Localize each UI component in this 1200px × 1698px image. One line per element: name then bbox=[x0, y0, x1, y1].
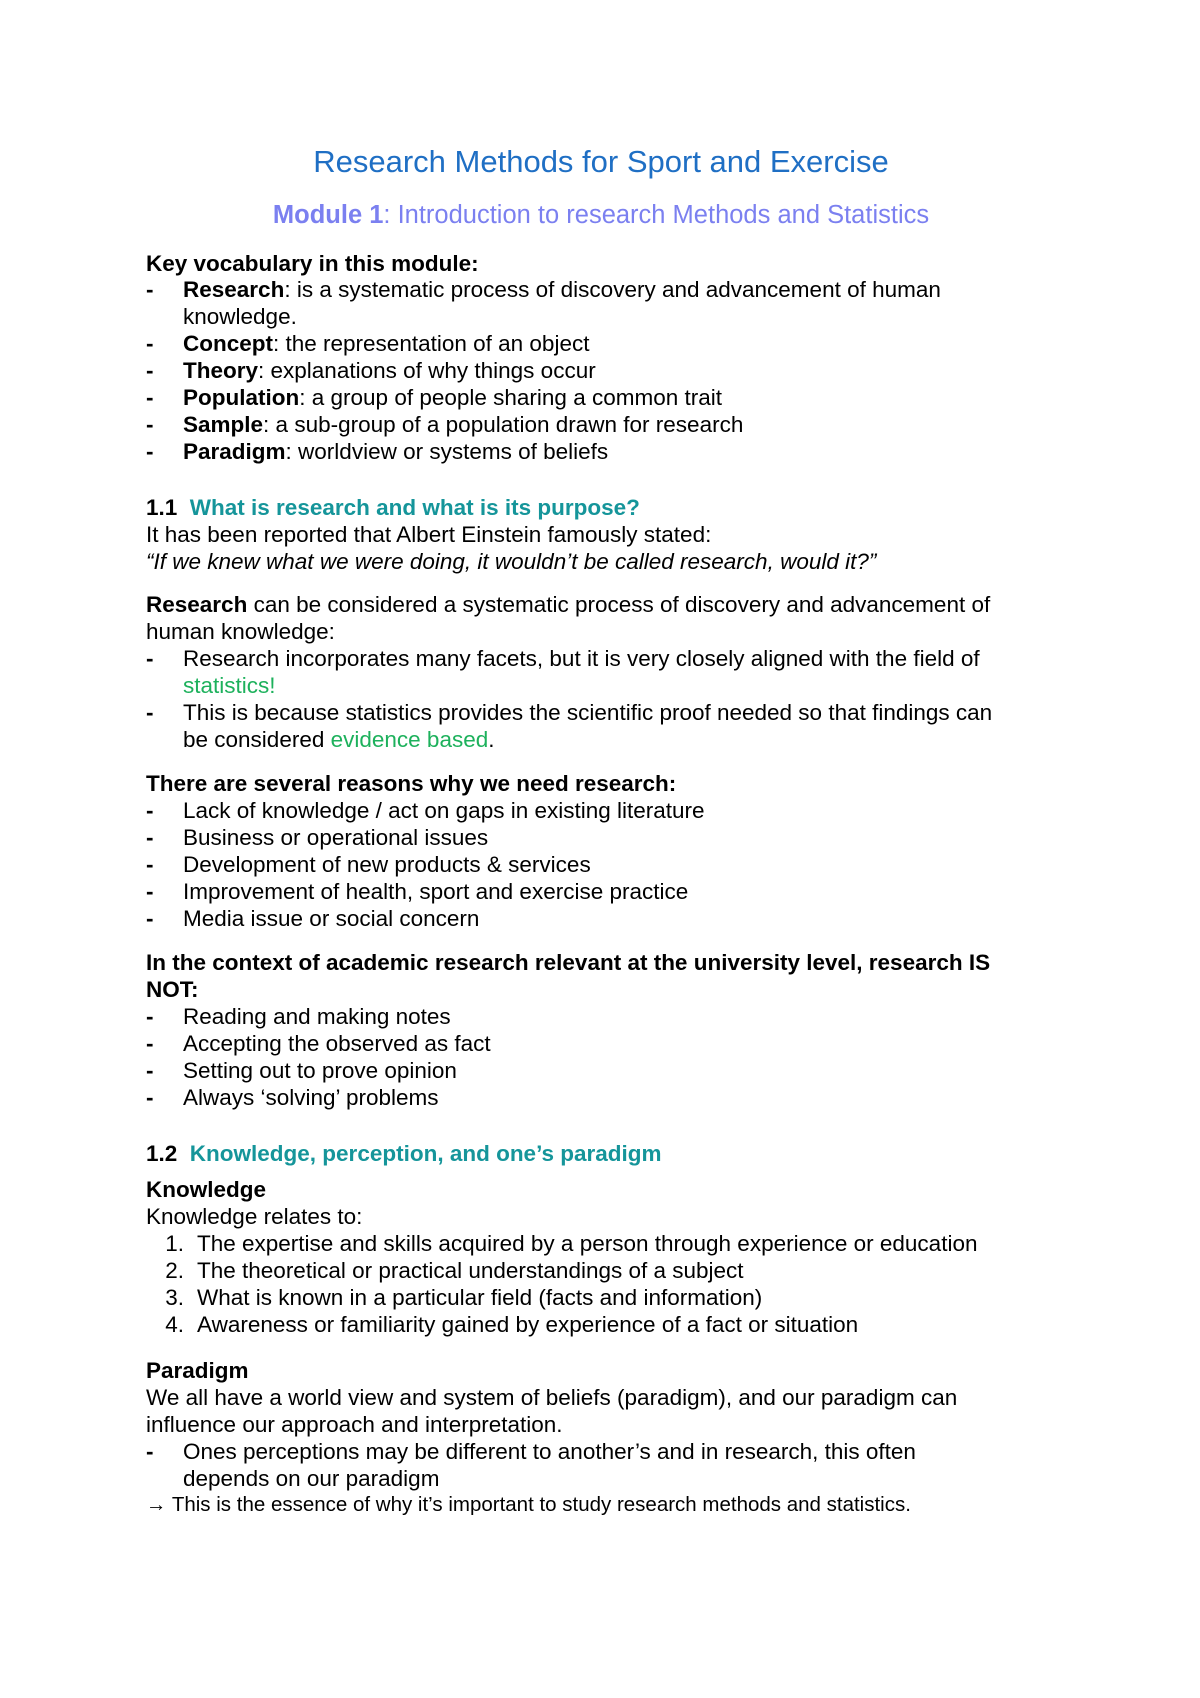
vocab-def: : a sub-group of a population drawn for research bbox=[263, 412, 744, 437]
bullet-dash: - bbox=[146, 412, 154, 437]
module-subtitle bbox=[146, 200, 1056, 230]
module-separator: : bbox=[383, 201, 398, 229]
vocab-def: : is a systematic process of discovery and advancement of human bbox=[284, 277, 941, 302]
highlight-statistics: statistics! bbox=[183, 673, 276, 698]
document-title: Research Methods for Sport and Exercise bbox=[313, 144, 889, 179]
vocab-def: : the representation of an object bbox=[273, 331, 590, 356]
conclusion-text: This is the essence of why it’s important to study research methods and statistics. bbox=[166, 1493, 911, 1516]
paragraph: Research can be considered a systematic process of discovery and advancement of bbox=[146, 592, 991, 617]
conclusion-line bbox=[146, 1491, 911, 1519]
vocab-term: Sample bbox=[183, 412, 264, 437]
bullet-dash: - bbox=[146, 385, 154, 410]
bullet-dash: - bbox=[146, 646, 154, 671]
module-text: Introduction to research Methods and Statistics bbox=[397, 201, 930, 229]
research-is-not-heading-continuation: NOT: bbox=[146, 977, 199, 1002]
paradigm-text: We all have a world view and system of beliefs (paradigm), and our paradigm can bbox=[146, 1385, 958, 1410]
vocab-term: Concept bbox=[183, 331, 273, 356]
module-label: Module 1 bbox=[272, 201, 384, 229]
section-number: 1.1 bbox=[146, 495, 178, 520]
bullet-dash: - bbox=[146, 358, 154, 383]
section-heading bbox=[146, 1140, 662, 1168]
research-is-not-heading: In the context of academic research relevant at the university level, research IS bbox=[146, 950, 991, 975]
vocab-def: : a group of people sharing a common trait bbox=[299, 385, 722, 410]
paradigm-text-continuation: influence our approach and interpretation. bbox=[146, 1412, 563, 1437]
vocab-term: Research bbox=[183, 277, 285, 302]
einstein-quote: “If we knew what we were doing, it wouldn’t be called research, would it?” bbox=[146, 549, 877, 574]
arrow-icon: → bbox=[146, 1493, 167, 1516]
knowledge-heading: Knowledge bbox=[146, 1177, 267, 1202]
paradigm-heading: Paradigm bbox=[146, 1358, 249, 1383]
vocab-term: Theory bbox=[183, 358, 259, 383]
section-number: 1.2 bbox=[146, 1141, 178, 1166]
knowledge-intro: Knowledge relates to: bbox=[146, 1204, 363, 1229]
intro-text: It has been reported that Albert Einstein famously stated: bbox=[146, 522, 712, 547]
section-heading bbox=[146, 494, 640, 522]
highlight-evidence-based: evidence based bbox=[330, 727, 489, 752]
vocab-def: : explanations of why things occur bbox=[258, 358, 596, 383]
section-title: Knowledge, perception, and one’s paradigm bbox=[189, 1141, 662, 1166]
bullet-dash: - bbox=[146, 700, 154, 725]
vocab-heading: Key vocabulary in this module: bbox=[146, 251, 479, 276]
vocab-term: Population bbox=[183, 385, 300, 410]
bullet-dash: - bbox=[146, 277, 154, 302]
vocab-term: Paradigm bbox=[183, 439, 286, 464]
section-title: What is research and what is its purpose? bbox=[189, 495, 640, 520]
bullet-dash: - bbox=[146, 331, 154, 356]
bullet-dash: - bbox=[146, 439, 154, 464]
reasons-heading: There are several reasons why we need research: bbox=[146, 771, 677, 796]
paragraph-continuation: human knowledge: bbox=[146, 619, 335, 644]
vocab-def: : worldview or systems of beliefs bbox=[285, 439, 609, 464]
